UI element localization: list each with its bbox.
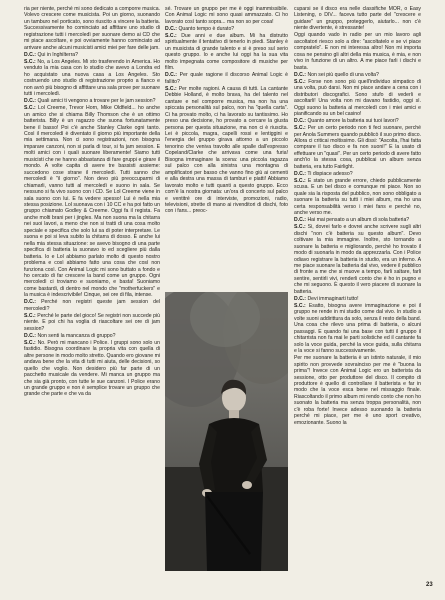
paragraph-text: Per me suonare la batteria è un istinto naturale, il mio spirito non provvede sovrainciso per me è "buona la prima"! Invece con Animal Logic ero un batterista da sessione, otto per produttore del disco. Il compito di produttore è quello di controllare il batterista e far in modo che la voce esca bene nel missaggio finale. Riascoltando il primo album mi rendo conto che non ho suonato la batteria ma senza troppa personalità, non c'è roba forte! Invece adesso suonando la batteria perché mi piace, per me è uno sport creativo, emozionante. Suono la: [294, 355, 421, 426]
paragraph-text: Quanto tempo è durato?: [178, 25, 235, 32]
paragraph-text: Si, dovrei farlo e dovrei anche scrivere sugli altri dischi "non c'è batteria su questo album". Devo coltivare la mia immagine. Inoltre, sto tornando a suonare la batteria e migliorando, perché ho trovato il modo di suonarla in modo da apprezzarla. Con i Police odiavo registrare la batteria in studio, era un inferno. A me piace suonare la batteria dal vivo, vedere il pubblico di fronte a me che si muove a tempo, farli saltare, farli sentire, sentirli vivi, renderli conto che è ho in pugno e che mi seguono. È questo il vero piacere di suonare la batteria.: [294, 224, 421, 295]
paragraph: [294, 355, 421, 426]
paragraph-text: Lol Creeme, Trevor Horn, Mike Oldfield... ho anche un amico che si chiama Billy Thomson che è un ottimo batterista. Billy è un ragazzo che suona fortunatamente bene il basso! Poi c'è anche Stanley Clarke ogni tanto. Così il mercoledì è diventato il giorno più importante della mia settimana. Non ci sono registrazioni, non bisogna imparare canzoni, non si parla di tour, si fa jam session. E molti amici con i quali suonare liberamente! Siamo tutti musicisti che ne hanno abbastanza di fare gruppi e girare il mondo. A volte capita di avere tre bassisti assieme: succedono cose strane il mercoledì. Tutti sanno che mercoledì è "il giorno". Non devo più preoccuparmi di chiamarli, vanno tutti al mercoledì e suono in sala. Se nessuno si fa vivo suono con i CD. Se Lol Creeme viene in sala suono con lui. E fa vedere spesso! Lui è nella mia stessa posizione. Lol suonava con i 10 CC e ha poi fatto un gruppo chiamato Godley & Creeme. Oggi fa il regista. Fa anche molti brani per i jingles. Ma non suona ma la chitarra nei suoi lavori, a meno che non si tratti di una cosa molto speciale e specifica che solo lui sa di poter interpretare. Le suona e poi si leva subito la chitarra di dosso. È anche lui nella mia stessa situazione: se avevo bisogno di una parte specifica di batteria la suonavo io ed scegliere più dalla batteria. Io e Lol abbiamo parlato molto di questo nostro problema e così abbiamo fatto una cosa che così non funziona così. Con Animal Logic mi sono buttato a fondo e ho cercato di far crescere la band come un gruppo. Ogni mercoledì ci troviamo e suoniamo, e basta! Suoniamo come bastardi, di dentro nel mondo che "motherfuckers" e la musica è indescrivibile! Cinque, sei ore di fila, intense.: [24, 105, 160, 299]
speaker-label: S.C.:: [294, 224, 306, 231]
paragraph: [165, 26, 288, 32]
speaker-label: D.C.:: [24, 332, 36, 339]
speaker-label: D.C.:: [294, 295, 306, 302]
paragraph-text: Hai mai pensato a un album di sola batteria?: [307, 217, 410, 224]
paragraph: [24, 313, 160, 332]
paragraph: [24, 52, 160, 58]
speaker-label: S.C.:: [165, 33, 177, 39]
speaker-label: S.C.:: [24, 105, 36, 112]
paragraph: [24, 299, 160, 312]
text-column-right: [294, 6, 421, 588]
paragraph: [24, 6, 160, 51]
speaker-label: D.C.:: [24, 98, 36, 105]
paragraph: [165, 72, 288, 85]
paragraph: [294, 178, 421, 217]
speaker-label: D.C.:: [294, 118, 306, 125]
paragraph: [294, 303, 421, 355]
paragraph-text: No. Però mi mancano i Police. I gruppi sono solo un fastidio. Bisogna coordinare la propria vita con quella di altre persone in modo molto stretto. Quando ero giovane mi andava bene che la vita di tutti mi aiuta, delle decisioni, so quello che voglio. Non desidero più far parte di un pacchetto musicale da vendere. Mi manca un gruppo ma che sia già pronto, con tutte le sue canzoni. I Police erano un grande gruppo e non è semplice trovare un gruppo che grande che parte e che va da: [24, 339, 160, 398]
speaker-label: D.C.:: [294, 170, 306, 177]
text-column-left: [24, 6, 160, 594]
paragraph-text: E stato un grande errore, chiedo pubblicamente scusa. E un bel disco e comunque mi piace. Non so quale sia la risposta del pubblico, non sono obbligato a suonare la batteria su tutti i miei album, ma ho una certa responsabilità verso i miei fans e perché no, anche verso me.: [294, 177, 421, 217]
speaker-label: D.C.:: [24, 299, 36, 306]
paragraph: [165, 6, 288, 25]
speaker-label: D.C.:: [165, 72, 177, 79]
paragraph: [24, 59, 160, 98]
paragraph: [294, 79, 421, 118]
speaker-label: S.C.:: [294, 302, 306, 309]
paragraph-text: Non senti la mancanza di gruppo?: [37, 332, 116, 339]
paragraph-text: Per un certo periodo non ti feci suonare, perché per Anola Summers quando pubblicò il suo primo disco. Allora ci criticai moltissimo. Gli dissi: "Ascolta, l'hai fatta comprare il tuo disco e fa non suoni!" E la usato di effettuare un "quasi". Per un certo periodo di avere fatto anch'io la stessa cosa, pubblicai un album senza batteria, era tutto Fairlight.: [294, 125, 421, 170]
drummer-photo-illustration: [165, 292, 288, 571]
drummer-photo: [165, 292, 288, 571]
paragraph-text: No, a Los Angeles. Mi sto trasferendo in America. Ho venduto la mia casa con lo studio che avevo a Londra ed ho acquistato una nuova casa a Los Angeles. Sto costruendo uno studio di registrazione proprio a fianco e non avrò più bisogno di affittare una sala prove per suonare tutti i mercoledì.: [24, 58, 160, 98]
paragraph-text: Quali amici ti vengono a trovare per le jam session?: [37, 98, 156, 105]
paragraph-text: Oggi quando vado in radio per un mio lavoro agli ascoltatori riesco solo a dire: "ascoltatelo e se vi piace compratelo". E non mi interessa altro! Non mi importa cosa ne pensino gli altri della mia musica, è mia, e non vivo in funzione di un altro. A me piace farli i dischi e basta.: [294, 32, 421, 71]
speaker-label: D.C.:: [294, 217, 306, 224]
paragraph: [294, 125, 421, 170]
speaker-label: D.C.:: [24, 51, 36, 58]
paragraph: [165, 86, 288, 215]
speaker-label: S.C.:: [294, 177, 306, 184]
speaker-label: S.C.:: [294, 78, 306, 85]
paragraph: [165, 33, 288, 72]
paragraph-text: Quanto amore la batteria sui tuoi lavori?: [307, 118, 399, 125]
paragraph-text: cuparsi se il disco era nelle classifiche MOR, o Easy Listening, o DIV... faceva tutto parte del "crescere e guidare" un gruppo, proteggerlo, aiutarlo... non c'è niente divertente, è stressante!: [294, 6, 421, 32]
paragraph-text: Due anni e due album. Mi ha distrutto spiritualmente il tentativo di tenerlo in piedi. Stanley è un musicista di grande talento e si è preso sul serio questo gruppo. Io e anche lui oggi ha la sua vita molto impegnata come compositore di musiche per film.: [165, 33, 288, 72]
paragraph: [294, 296, 421, 302]
speaker-label: S.C.:: [24, 339, 36, 346]
paragraph-text: Devi immaginarti tutto!: [307, 295, 359, 302]
paragraph-text: Ti dispiace adesso?: [307, 170, 353, 177]
paragraph: [24, 98, 160, 104]
paragraph-text: sé. Trovare un gruppo per me è oggi inammissibile. Con Animal Logic mi sono quasi ammazzato. Ci ho lavorato così tanto sopra... ma non so per cosa!: [165, 6, 288, 25]
speaker-label: S.C.:: [24, 58, 36, 65]
paragraph: [294, 118, 421, 124]
paragraph-text: Esatto, bisogna avere immaginazione e poi il gruppo ne rende in mi studio come dal vivo. In studio a volte suoni addirittura da solo, senza il resto della band. Una cosa che rilevo una prima di batteria, o alcuni passaggi. E quando fai una base con tutti il gruppo il chitarrista non fa mai le parti solistiche ed il cantante fa solo la voce guida, perché la voce guida, sulla chitarra e la voce si fanno successivamente.: [294, 302, 421, 355]
paragraph-text: Per quale ragione il discorso Animal Logic è fallito?: [165, 72, 288, 85]
paragraph: [24, 105, 160, 299]
page-number: 23: [426, 582, 433, 588]
paragraph: [294, 6, 421, 32]
paragraph: [24, 333, 160, 339]
paragraph: [294, 72, 421, 78]
paragraph-text: Per molte ragioni. A causa di tutti. La cantante Debbie Holland, è molto brava, ha del talento nel cantare e nel comporre musica, ma non ha una spiccata personalità sul palco, non ha "quella carta". Ci ha provato molto, ci ha lavorato su tantissimo. Ho preso una decisione, ho provato a cercare la giusta persona per questa situazione, ma non ci è riuscita. Lei è piccola, magra, capelli rossi e lentiggini e l'energia del gruppo girava attorno a un piccolo tenorino che veniva travolto alle spalle dall'espresso Copeland/Clarke che arrivava come una furia! Bisogna immaginare la scena: una piccola ragazza sul palco con alla sinistra una montagna di amplificatori per basso che vanno fino giù ai cementi e alla destra una massa di tamburi e piatti! Abbiamo lavorato molto e tutti quanti a questo gruppo. Ecco com'è la nostra giornata: un'ora di concerto sul palco e ventitré ore di interviste, promozioni, radio, televisioni, strette di mano ai rivenditori di dischi, foto con i fans... preoc-: [165, 85, 288, 215]
text-column-middle: [165, 6, 288, 288]
speaker-label: D.C.:: [294, 71, 306, 78]
paragraph-text: Non sei più quello di una volta?: [307, 71, 379, 78]
paragraph: [294, 217, 421, 223]
speaker-label: S.C.:: [294, 125, 306, 132]
paragraph-text: Perché non registri queste jam session del mercoledì?: [24, 299, 160, 312]
speaker-label: D.C.:: [165, 25, 177, 32]
paragraph: [294, 171, 421, 177]
paragraph-text: Perché le parte del gioco! Se registri non succede più niente. E poi chi ha voglia di riascoltare sei ore di jam session?: [24, 312, 160, 332]
speaker-label: S.C.:: [165, 85, 177, 92]
paragraph: [24, 340, 160, 398]
paragraph: [294, 224, 421, 295]
paragraph: [294, 32, 421, 71]
paragraph-text: Qui in Inghilterra?: [37, 51, 79, 58]
speaker-label: S.C.:: [24, 312, 36, 319]
paragraph-text: Forse non sono più quell'individuo simpatico di una volta, può darsi. Non mi piace andare a cena con i distributori discografici. Sono stufo di vederli e ascoltarli! Una volta non mi davano fastidio, oggi sì. Oggi suono la batteria al mercoledì con i miei amici e pianificando su un bel casino!: [294, 78, 421, 118]
paragraph-text: ria per niente, perché mi sono dedicato a comporre musica. Volevo crescere come musicista. Poi un giorno, suonando un tamburo nel porticato, sono riuscito a vincere la batteria. Successivamente ho cominciato ad affittare uno studio di registrazione tutti i mercoledì per suonare demo ai CD che mi piace ascoltare, e poi ovviamente hanno cominciato ad arrivare anche alcuni musicisti amici miei per fare delle jam.: [24, 6, 160, 51]
